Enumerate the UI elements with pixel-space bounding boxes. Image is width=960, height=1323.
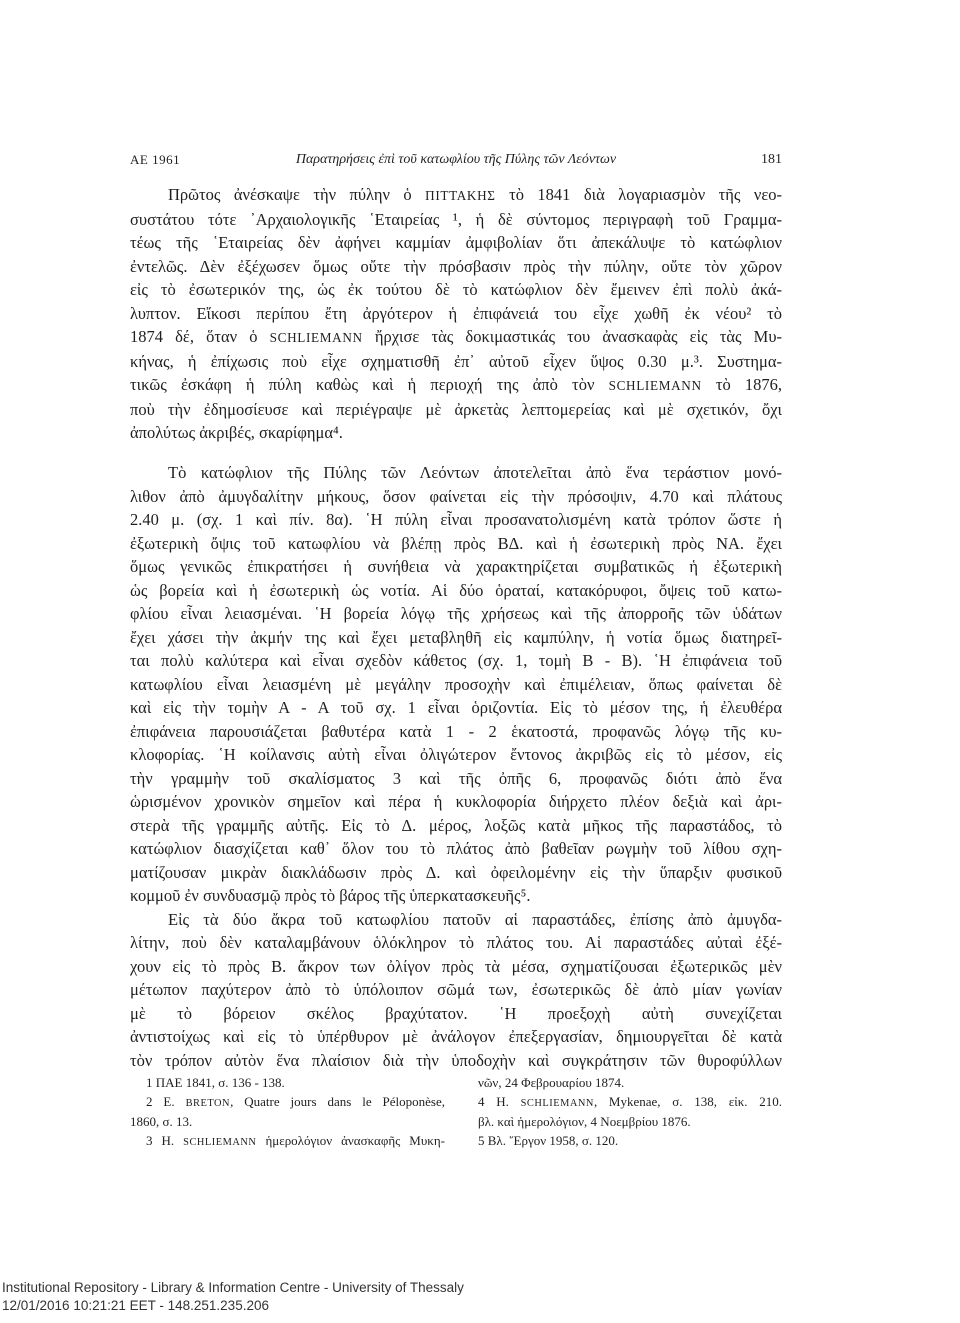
text-line: μέτωπον παχύτερον ἀπὸ τὸ ὑπόλοιπον σῶμά των, ἐσωτερικῶς δὲ ἀπὸ μίαν γωνίαν bbox=[130, 980, 782, 999]
footnotes bbox=[130, 1074, 782, 1154]
text-line: κλοφορίας. ῾Η κοίλανσις αὐτὴ εἶναι ὀλιγώτερον ἔντονος ἀκριβῶς εἰς τὸ μέσον, εἰς bbox=[130, 745, 782, 764]
text-line: τὴν γραμμὴν τοῦ σκαλίσματος 3 καὶ τῆς ὀπῆς 6, προφανῶς διότι ἀπὸ ἕνα bbox=[130, 768, 782, 788]
text-line: κομμοῦ ἐν συνδυασμῷ πρὸς τὸ βάρος τῆς ὑπερκατασκευῆς⁵. bbox=[130, 886, 531, 905]
footnote-line: 1860, σ. 13. bbox=[130, 1114, 193, 1130]
text-line: 2.40 μ. (σχ. 1 καὶ πίν. 8α). ῾Η πύλη εἶναι προσανατολισμένη κατὰ τρόπον ὥστε ἡ bbox=[130, 510, 782, 529]
footnote-column-left bbox=[130, 1074, 445, 1153]
page-header bbox=[130, 150, 782, 170]
paragraph bbox=[130, 461, 782, 908]
footnote-line: 3 H. SCHLIEMANN ἡμερολόγιον ἀνασκαφῆς Μυκη- bbox=[146, 1133, 445, 1149]
footnote-line: 5 Βλ. ῎Εργον 1958, σ. 120. bbox=[478, 1133, 619, 1149]
text-line: εἰς τὸ ἐσωτερικόν της, ὡς ἐκ τούτου δὲ τὸ κατώφλιον δὲν ἔμεινεν ἐπὶ πολὺ ἀκά- bbox=[130, 280, 782, 299]
text-line: ἐντελῶς. Δὲν ἐξέχωσεν ὅμως οὔτε τὴν πρόσβασιν πρὸς τὴν πύλην, οὔτε τὸν χῶρον bbox=[130, 256, 782, 276]
text-line: ἀπολύτως ἀκριβές, σκαρίφημα⁴. bbox=[130, 423, 343, 442]
footnote-line: 2 E. BRETON, Quatre jours dans le Péloponèse, bbox=[146, 1093, 445, 1109]
text-line: ὅμως γενικῶς ἐπικρατήσει ἡ συνήθεια νὰ χαρακτηρίζεται συμβατικῶς ἡ ἐξωτερικὴ bbox=[130, 557, 782, 576]
small-caps-name: BRETON bbox=[185, 1097, 231, 1109]
text-line: μὲ τὸ βόρειον σκέλος βραχύτατον. ῾Η προεξοχὴ αὐτὴ συνεχίζεται bbox=[130, 1003, 782, 1023]
text-line: ματίζουσαν μικρὰν διακλάδωσιν πρὸς Δ. καὶ ὀφειλομένην εἰς τὴν ὕπαρξιν φυσικοῦ bbox=[130, 862, 782, 882]
text-line: κατώφλιον διασχίζεται καθ᾿ ὅλον του τὸ πλάτος ἀπὸ βαθεῖαν ρωγμὴν τοῦ λίθου σχη- bbox=[130, 839, 782, 858]
text-line: λίτην, ποὺ δὲν καταλαμβάνουν ὁλόκληρον τὸ πλάτος του. Αἱ παραστάδες αὐταὶ ἐξέ- bbox=[130, 933, 782, 952]
small-caps-name: SCHLIEMANN bbox=[520, 1097, 594, 1109]
footnote-line: νῶν, 24 Φεβρουαρίου 1874. bbox=[478, 1075, 625, 1090]
text-line: κατωφλίου εἶναι λειασμένη μὲ μεγάλην προσοχὴν καὶ ἐπιμέλειαν, ὅπως φαίνεται δὲ bbox=[130, 674, 782, 694]
text-line: τὸν τρόπον αὐτὸν ἕνα πλαίσιον διὰ τὴν ὑποδοχὴν καὶ συγκράτησιν τῶν θυροφύλλων bbox=[130, 1050, 782, 1070]
text-line: ὡς βορεία καὶ ἡ ἐσωτερικὴ ὡς νοτία. Αἱ δύο ὁραταί, κατακόρυφοι, ὄψεις τοῦ κατω- bbox=[130, 580, 782, 600]
paragraph bbox=[130, 183, 782, 445]
small-caps-name: SCHLIEMANN bbox=[608, 378, 702, 393]
text-line: κήνας, ἡ ἐπίχωσις ποὺ εἶχε σχηματισθῆ ἐπ᾿ αὐτοῦ εἶχεν ὕψος 0.30 μ.³. Συστημα- bbox=[130, 351, 782, 371]
text-line: Πρῶτος ἀνέσκαψε τὴν πύλην ὁ ΠΙΤΤΑΚΗΣ τὸ 1841 διὰ λογαριασμὸν τῆς νεο- bbox=[168, 185, 783, 204]
text-line: ἐπιφάνεια παρουσιάζεται βαθυτέρα κατὰ 1 - 2 ἑκατοστά, προφανῶς λόγῳ τῆς κυ- bbox=[130, 721, 782, 741]
text-line: ται πολὺ καλύτερα καὶ εἶναι σχεδὸν κάθετος (σχ. 1, τομὴ Β - Β). ῾Η ἐπιφάνεια τοῦ bbox=[130, 651, 782, 670]
repository-footer bbox=[2, 1279, 464, 1315]
repository-credit: Institutional Repository - Library & Information Centre - University of Thessaly bbox=[2, 1280, 464, 1295]
text-line: Εἰς τὰ δύο ἄκρα τοῦ κατωφλίου πατοῦν αἱ παραστάδες, ἐπίσης ἀπὸ ἀμυγδα- bbox=[168, 909, 782, 929]
page-number: 181 bbox=[761, 152, 782, 167]
text-line: ἀντιστοίχως καὶ εἰς τὸ ὑπέρθυρον μὲ ἀνάλογον ἐπεξεργασίαν, δημιουργεῖται δὲ κατὰ bbox=[130, 1027, 782, 1046]
text-line: τέως τῆς ῾Εταιρείας δὲν ἀφήνει καμμίαν ἀμφιβολίαν ὅτι ἀπεκάλυψε τὸ κατώφλιον bbox=[130, 233, 782, 252]
footnote-line: 4 H. SCHLIEMANN, Mykenae, σ. 138, εἰκ. 210. bbox=[478, 1093, 782, 1109]
text-line: λυπτον. Εἴκοσι περίπου ἔτη ἀργότερον ἡ ἐπιφάνειά του εἶχε χωθῆ ἐκ νέου² τὸ bbox=[130, 303, 782, 323]
text-line: ὡρισμένον χρονικὸν σημεῖον καὶ πέρα ἡ κυκλοφορία διήρχετο πλέον δεξιὰ καὶ ἀρι- bbox=[130, 792, 782, 811]
small-caps-name: ΠΙΤΤΑΚΗΣ bbox=[425, 188, 496, 203]
text-line: στερὰ τῆς γραμμῆς αὐτῆς. Εἰς τὸ Δ. μέρος, λοξῶς κατὰ μῆκος τῆς παραστάδος, τὸ bbox=[130, 815, 782, 835]
text-line: ἐξωτερικὴ ὄψις τοῦ κατωφλίου νὰ βλέπῃ πρὸς ΒΔ. καὶ ἡ ἐσωτερικὴ πρὸς ΝΑ. ἔχει bbox=[130, 533, 782, 553]
paragraph bbox=[130, 908, 782, 1073]
access-timestamp: 12/01/2016 10:21:21 EET - 148.251.235.206 bbox=[2, 1298, 269, 1313]
footnote-column-right bbox=[478, 1074, 782, 1151]
text-line: 1874 δέ, ὅταν ὁ SCHLIEMANN ἤρχισε τὰς δοκιμαστικάς του ἀνασκαφὰς εἰς τὰς Μυ- bbox=[130, 327, 782, 346]
text-line: τικῶς ἐσκάφη ἡ πύλη καθὼς καὶ ἡ περιοχή της ἀπὸ τὸν SCHLIEMANN τὸ 1876, bbox=[130, 375, 782, 394]
text-line: συστάτου τότε ᾿Αρχαιολογικῆς ῾Εταιρείας ¹, ἡ δὲ σύντομος περιγραφὴ τοῦ Γραμμα- bbox=[130, 209, 782, 229]
small-caps-name: SCHLIEMANN bbox=[269, 330, 363, 345]
text-line: καὶ εἰς τὴν τομὴν Α - Α τοῦ σχ. 1 εἶναι ὁριζοντία. Εἰς τὸ μέσον της, ἡ ἐλευθέρα bbox=[130, 698, 782, 717]
running-title: Παρατηρήσεις ἐπὶ τοῦ κατωφλίου τῆς Πύλης τῶν Λεόντων bbox=[295, 152, 617, 167]
small-caps-name: SCHLIEMANN bbox=[183, 1137, 257, 1149]
text-line: λιθον ἀπὸ ἀμυγδαλίτην μήκους, ὅσον φαίνεται εἰς τὴν πρόσοψιν, 4.70 καὶ πλάτους bbox=[130, 486, 782, 506]
footnote-line: βλ. καὶ ἡμερολόγιον, 4 Νοεμβρίου 1876. bbox=[478, 1114, 691, 1130]
text-line: ποὺ τὴν ἐδημοσίευσε καὶ περιέγραψε μὲ ἀρκετὰς λεπτομερείας καὶ μὲ σχετικόν, ὄχι bbox=[130, 399, 782, 419]
text-line: φλίου εἶναι λειασμέναι. ῾Η βορεία λόγῳ τῆς χρήσεως καὶ τῆς ἀπορροῆς τῶν ὑδάτων bbox=[130, 604, 782, 623]
footnote-line: 1 ΠΑΕ 1841, σ. 136 - 138. bbox=[146, 1075, 285, 1090]
text-line: Τὸ κατώφλιον τῆς Πύλης τῶν Λεόντων ἀποτελεῖται ἀπὸ ἕνα τεράστιον μονό- bbox=[168, 463, 782, 482]
journal-label: ΑΕ 1961 bbox=[130, 152, 181, 167]
text-line: χουν εἰς τὸ πρὸς Β. ἄκρον των ὀλίγον πρὸς τὰ μέσα, σχηματίζουσαι ἐξωτερικῶς μὲν bbox=[130, 956, 782, 976]
article-body bbox=[130, 183, 782, 1072]
text-line: ἔχει χάσει τὴν ἀκμήν της καὶ ἔχει μεταβληθῆ εἰς καμπύλην, ἡ νοτία ὅμως διατηρεῖ- bbox=[130, 627, 782, 647]
